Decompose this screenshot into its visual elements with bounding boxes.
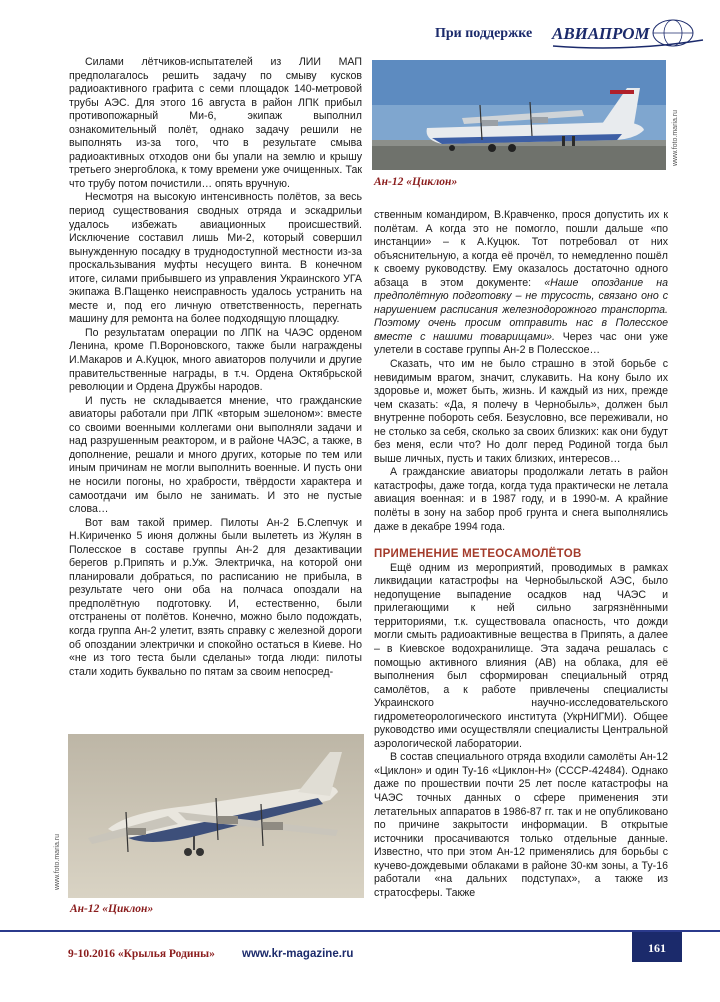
left-column	[69, 56, 362, 679]
paragraph: И пусть не складывается мнение, что гражданские авиаторы работали при ЛПК «вторым эшелоном»: вместе со своими военными коллегами они выполняли задачи и над разрушенным реактором, и в районе ЧАЭС, а также, в дополнение, решали и много других, которые по тем или иным причинам не могли выполнить военные. И пусть они не носили погоны, но храбрости, твёрдости характера и самоотдачи им было не занимать. И это не пустые слова…	[69, 394, 362, 516]
page-number: 161	[648, 941, 666, 955]
footer-site-link[interactable]: www.kr-magazine.ru	[242, 948, 354, 960]
paragraph: Сказать, что им не было страшно в этой борьбе с невидимым врагом, значит, слукавить. На кону было их здоровье и, может быть, жизнь. И каждый из них, прежде чем сказать: «Да, я полечу в Чернобыль», должен был внутренне побороть себя. Безусловно, все переживали, но не столько за себя, сколько за своих близких: как они будут без меня, если что? Но долг перед Родиной тогда был выше личных, пусть и таких близких, интересов…	[374, 358, 668, 465]
footer-issue: 9-10.2016 «Крылья Родины»	[68, 948, 215, 960]
right-column	[374, 209, 668, 900]
page-number-box	[632, 932, 682, 962]
paragraph: Ещё одним из мероприятий, проводимых в рамках ликвидации катастрофы на Чернобыльской АЭС, было недопущение выпадение осадков над ЧАЭС и прилегающими к ней сильно загрязнёнными территориями, т.к. существовала опасность, что дожди могли смыть радиоактивные вещества в Припять, а далее – в Киевское водохранилище. Эта задача решалась с помощью активного влияния (АВ) на облака, для её выполнения был сформирован специальный отряд самолётов, а к работе привлечены специалисты Украинского научно-исследовательского гидрометеорологического института (УкрНИГМИ). Общее руководство ими осуществляли специалисты Центральной аэрологической лаборатории.	[374, 561, 668, 750]
paragraph: Вот вам такой пример. Пилоты Ан-2 Б.Слепчук и Н.Кириченко 5 июня должны были вылететь из Жулян в Полесское в составе группы Ан-2 для дезактивации берегов р.Припять и р.Уж. Электричка, на которой они планировали добраться, по расписанию не прибыла, в результате чего они оба на полчаса опоздали на предполётную подготовку. И, естественно, были отстранены от полётов. Конечно, можно было подождать, когда группа Ан-2 улетит, взять справку с железной дороги об опоздании электрички и спокойно остаться в Киеве. Но «не из того теста были сделаны» тогда люди: пилоты стали ходить буквально по пятам за своим непосред-	[69, 516, 362, 678]
support-label: При поддержке	[435, 26, 533, 41]
photo-an12-bottom	[68, 734, 364, 898]
photo-credit-bottom: www.foto.maria.ru	[54, 833, 61, 890]
section-title: ПРИМЕНЕНИЕ МЕТЕОСАМОЛЁТОВ	[374, 548, 582, 561]
footer-rule	[0, 930, 720, 932]
photo-caption-top: Ан-12 «Циклон»	[374, 176, 458, 188]
aviaprom-logo	[548, 16, 708, 56]
paragraph: В состав специального отряда входили самолёты Ан-12 «Циклон» и один Ту-16 «Циклон-Н» (СССР-42484). Однако даже по прошествии почти 25 лет после катастрофы на ЧАЭС точных данных о сфере применения эти летательных аппаратов в 1986-87 гг. так и не опубликовано по причине закрытости информации. В открытые источники просачиваются только отдельные данные. Известно, что при этом Ан-12 применялись для борьбы с кучево-дождевыми облаками в районе 30-км зоны, а Ту-16 работали «на дальних подступах», а также из стратосферы. Также	[374, 751, 668, 899]
paragraph: Несмотря на высокую интенсивность полётов, за весь период существования сводных отряда и эскадрильи удалось избежать авиационных происшествий. Исключение составил лишь Ми-2, который совершил вынужденную посадку в труднодоступной местности из-за проскальзывания муфты несущего винта. В конечном итоге, силами прибывшего из управления Украинского УГА экипажа В.Пащенко неисправность удалось устранить на месте и, под его личную ответственность, перегнать машину для ремонта на более подходящую площадку.	[69, 191, 362, 326]
logo-text: АВИАПРОМ	[552, 24, 650, 43]
paragraph: Силами лётчиков-испытателей из ЛИИ МАП предполагалось решить задачу по смыву кусков радиоактивного графита с семи площадок 140-метровой трубы АЭС. Для этого 16 августа в район ЛПК прибыл противопожарный Ми-6, экипаж выполнил ознакомительный полёт, однако задачу решили не выполнять из-за того, что в результате смыва радиоактивных отходов они бы упали на землю и крышу третьего энергоблока, к тому времени уже очищенных. Так что трубу потом почистили… опять вручную.	[69, 56, 362, 190]
paragraph: А гражданские авиаторы продолжали летать в район катастрофы, даже тогда, когда туда практически не летала авиация военная: и в 1987 году, и в 1990-м. А крайние полёты в зону на забор проб грунта и снега выполнялись даже в декабре 1994 года.	[374, 466, 668, 533]
paragraph	[374, 209, 668, 358]
text: Через час они уже улетели в составе группы Ан-2 в Полесское…	[374, 330, 668, 357]
text: ственным командиром, В.Кравченко, прося допустить их к полётам. А когда это не помогло, пошли дальше «по инстанции» – к А.Куцюк. Тот потребовал от них объяснительную, а когда её прочёл, то немедленно пошёл к своему руководству. Ему оказалось достаточно одного абзаца в этом документе:	[374, 209, 668, 289]
photo-caption-bottom: Ан-12 «Циклон»	[70, 903, 154, 915]
photo-credit-top: www.foto.maria.ru	[672, 109, 679, 166]
paragraph: По результатам операции по ЛПК на ЧАЭС орденом Ленина, кроме П.Вороновского, также были награждены И.Макаров и А.Куцюк, много авиаторов получили и другие правительственные награды, в т.ч. Ордена Октябрьской революции и Ордена Дружбы народов.	[69, 326, 362, 394]
photo-an12-top	[372, 60, 666, 170]
quote: «Наше опоздание на предполётную подготовку – не трусость, связано оно с нарушением расписания железнодорожного транспорта. Поэтому очень просим отправить нас в Полесское вместе с нашими товарищами».	[374, 276, 668, 343]
